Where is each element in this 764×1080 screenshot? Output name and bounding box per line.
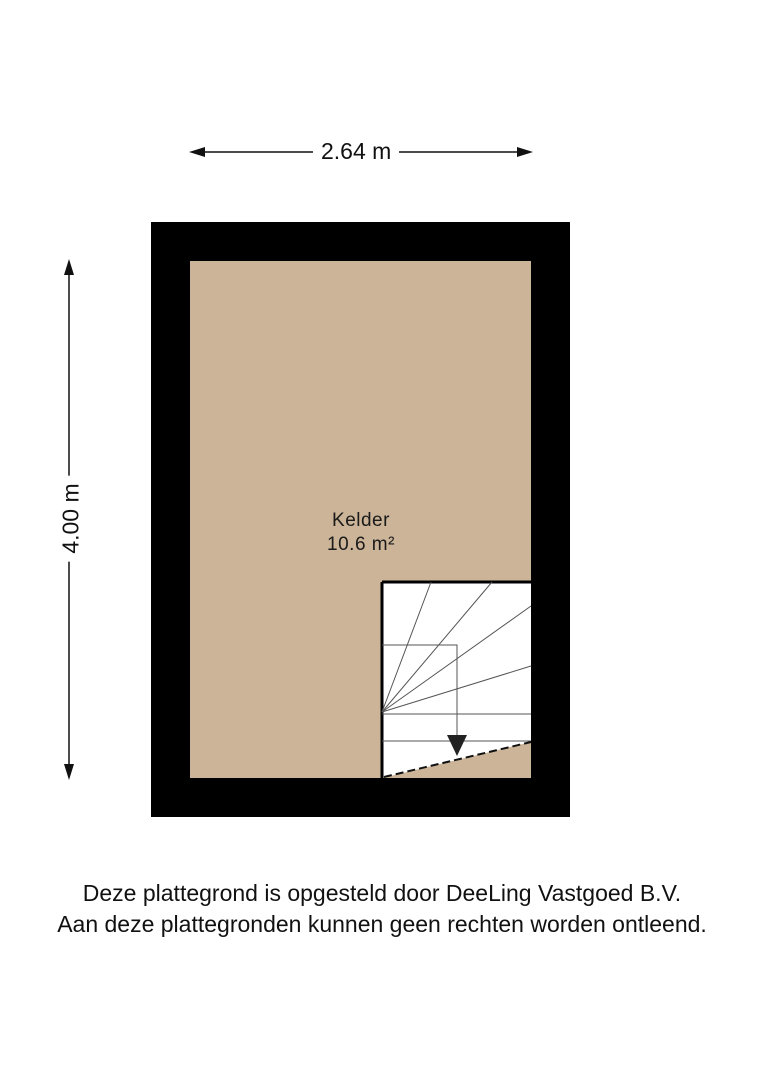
height-dimension-label: 4.00 m — [58, 475, 85, 561]
disclaimer — [0, 878, 764, 940]
disclaimer-line-2: Aan deze plattegronden kunnen geen rechten worden ontleend. — [57, 911, 707, 937]
room-label-kelder — [300, 509, 422, 557]
disclaimer-line-1: Deze plattegrond is opgesteld door DeeLing Vastgoed B.V. — [82, 880, 682, 906]
room-name: Kelder — [332, 510, 390, 531]
room-area: 10.6 m² — [327, 534, 395, 555]
width-dimension-label: 2.64 m — [313, 138, 399, 165]
